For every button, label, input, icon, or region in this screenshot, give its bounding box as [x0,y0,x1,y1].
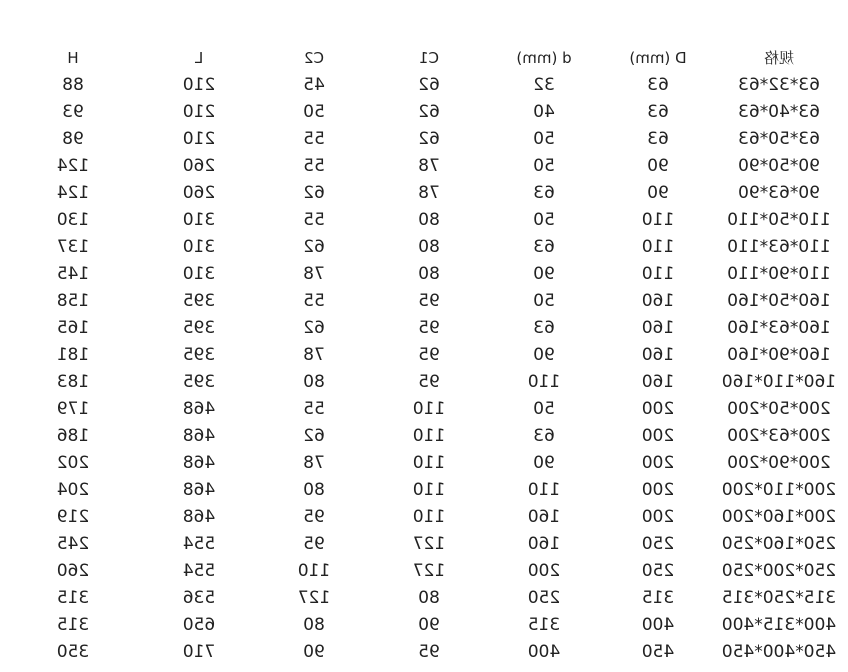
spec-cell: 200*110*200 [721,480,837,500]
table-row [4,585,844,612]
c1-cell: 95 [418,291,440,311]
length-cell: 554 [182,561,216,581]
spec-cell: 110*63*110 [727,237,831,257]
spec-cell: 200*50*200 [727,399,831,419]
spec-cell: 160*50*160 [727,291,831,311]
length-cell: 260 [182,183,216,203]
inner-diameter-cell: 50 [533,210,555,230]
height-cell: 137 [56,237,90,257]
c2-cell: 78 [303,345,325,365]
c1-cell: 127 [412,534,446,554]
outer-diameter-cell: 110 [641,210,675,230]
c2-cell: 80 [303,372,325,392]
spec-cell: 200*160*200 [721,507,837,527]
c2-cell: 95 [303,507,325,527]
c1-cell: 62 [418,75,440,95]
c1-cell: 62 [418,129,440,149]
header-c2: C2 [303,49,325,67]
spec-cell: 450*400*450 [721,642,837,662]
inner-diameter-cell: 40 [533,102,555,122]
c2-cell: 62 [303,183,325,203]
spec-cell: 90*50*90 [738,156,820,176]
length-cell: 210 [182,102,216,122]
outer-diameter-cell: 160 [641,345,675,365]
height-cell: 245 [56,534,90,554]
spec-cell: 400*315*400 [721,615,837,635]
inner-diameter-cell: 50 [533,129,555,149]
inner-diameter-cell: 63 [533,237,555,257]
spec-cell: 160*63*160 [727,318,831,338]
table-row [4,423,844,450]
length-cell: 468 [182,507,216,527]
c2-cell: 55 [303,156,325,176]
c2-cell: 62 [303,318,325,338]
header-spec: 规格 [764,49,795,67]
table-row [4,477,844,504]
spec-table [4,44,844,666]
height-cell: 179 [56,399,90,419]
inner-diameter-cell: 200 [527,561,561,581]
table-row [4,342,844,369]
table-row [4,639,844,666]
table-row [4,531,844,558]
length-cell: 310 [182,237,216,257]
height-cell: 315 [56,615,90,635]
c1-cell: 110 [412,453,446,473]
header-outer-diameter: D (mm) [629,49,687,67]
length-cell: 395 [182,318,216,338]
spec-cell: 110*90*110 [727,264,831,284]
c2-cell: 55 [303,210,325,230]
inner-diameter-cell: 110 [527,480,561,500]
height-cell: 165 [56,318,90,338]
outer-diameter-cell: 200 [641,480,675,500]
inner-diameter-cell: 50 [533,156,555,176]
c1-cell: 78 [418,183,440,203]
length-cell: 395 [182,291,216,311]
c1-cell: 80 [418,264,440,284]
c1-cell: 80 [418,237,440,257]
inner-diameter-cell: 32 [533,75,555,95]
spec-cell: 160*90*160 [727,345,831,365]
inner-diameter-cell: 90 [533,453,555,473]
c2-cell: 50 [303,102,325,122]
c1-cell: 62 [418,102,440,122]
outer-diameter-cell: 450 [641,642,675,662]
spec-cell: 90*63*90 [738,183,820,203]
length-cell: 310 [182,210,216,230]
c1-cell: 95 [418,372,440,392]
c2-cell: 45 [303,75,325,95]
length-cell: 554 [182,534,216,554]
outer-diameter-cell: 200 [641,426,675,446]
outer-diameter-cell: 160 [641,291,675,311]
height-cell: 145 [56,264,90,284]
spec-cell: 110*50*110 [727,210,831,230]
table-row [4,450,844,477]
outer-diameter-cell: 250 [641,534,675,554]
c1-cell: 95 [418,642,440,662]
length-cell: 468 [182,480,216,500]
height-cell: 181 [56,345,90,365]
inner-diameter-cell: 90 [533,264,555,284]
outer-diameter-cell: 200 [641,507,675,527]
table-row [4,288,844,315]
c1-cell: 78 [418,156,440,176]
c1-cell: 80 [418,210,440,230]
inner-diameter-cell: 400 [527,642,561,662]
inner-diameter-cell: 110 [527,372,561,392]
outer-diameter-cell: 400 [641,615,675,635]
height-cell: 88 [62,75,84,95]
table-row [4,504,844,531]
table-row [4,180,844,207]
c2-cell: 127 [297,588,331,608]
height-cell: 130 [56,210,90,230]
height-cell: 183 [56,372,90,392]
spec-cell: 63*40*63 [738,102,820,122]
height-cell: 186 [56,426,90,446]
outer-diameter-cell: 63 [647,75,669,95]
length-cell: 468 [182,426,216,446]
outer-diameter-cell: 90 [647,156,669,176]
c2-cell: 80 [303,615,325,635]
c2-cell: 78 [303,453,325,473]
outer-diameter-cell: 110 [641,264,675,284]
length-cell: 260 [182,156,216,176]
c1-cell: 95 [418,318,440,338]
table-body [4,72,844,666]
height-cell: 93 [62,102,84,122]
spec-cell: 200*63*200 [727,426,831,446]
spec-cell: 160*110*160 [721,372,837,392]
c1-cell: 95 [418,345,440,365]
inner-diameter-cell: 63 [533,318,555,338]
table-row [4,612,844,639]
table-row [4,558,844,585]
height-cell: 98 [62,129,84,149]
spec-cell: 63*32*63 [738,75,820,95]
c1-cell: 90 [418,615,440,635]
outer-diameter-cell: 110 [641,237,675,257]
c2-cell: 62 [303,237,325,257]
height-cell: 202 [56,453,90,473]
header-inner-diameter: d (mm) [516,49,572,67]
inner-diameter-cell: 160 [527,534,561,554]
outer-diameter-cell: 160 [641,372,675,392]
table-row [4,126,844,153]
spec-cell: 250*160*250 [721,534,837,554]
outer-diameter-cell: 200 [641,399,675,419]
length-cell: 468 [182,399,216,419]
inner-diameter-cell: 160 [527,507,561,527]
length-cell: 210 [182,129,216,149]
outer-diameter-cell: 160 [641,318,675,338]
c1-cell: 127 [412,561,446,581]
outer-diameter-cell: 63 [647,102,669,122]
c2-cell: 55 [303,129,325,149]
inner-diameter-cell: 315 [527,615,561,635]
c2-cell: 80 [303,480,325,500]
c1-cell: 110 [412,426,446,446]
c2-cell: 62 [303,426,325,446]
height-cell: 124 [56,156,90,176]
height-cell: 219 [56,507,90,527]
table-header-row [4,44,844,72]
outer-diameter-cell: 63 [647,129,669,149]
height-cell: 124 [56,183,90,203]
length-cell: 210 [182,75,216,95]
spec-cell: 63*50*63 [738,129,820,149]
length-cell: 395 [182,345,216,365]
inner-diameter-cell: 63 [533,426,555,446]
header-length: L [194,49,204,67]
length-cell: 395 [182,372,216,392]
height-cell: 350 [56,642,90,662]
table-row [4,396,844,423]
table-row [4,234,844,261]
table-row [4,315,844,342]
c1-cell: 110 [412,507,446,527]
height-cell: 158 [56,291,90,311]
length-cell: 536 [182,588,216,608]
inner-diameter-cell: 63 [533,183,555,203]
table-row [4,207,844,234]
c2-cell: 110 [297,561,331,581]
header-height: H [67,49,79,67]
height-cell: 260 [56,561,90,581]
outer-diameter-cell: 315 [641,588,675,608]
table-row [4,72,844,99]
length-cell: 710 [182,642,216,662]
c1-cell: 110 [412,480,446,500]
c2-cell: 55 [303,399,325,419]
outer-diameter-cell: 200 [641,453,675,473]
c2-cell: 78 [303,264,325,284]
length-cell: 650 [182,615,216,635]
table-row [4,153,844,180]
table-row [4,261,844,288]
inner-diameter-cell: 50 [533,399,555,419]
table-row [4,99,844,126]
spec-cell: 250*200*250 [721,561,837,581]
inner-diameter-cell: 50 [533,291,555,311]
spec-cell: 315*250*315 [721,588,837,608]
outer-diameter-cell: 90 [647,183,669,203]
c1-cell: 80 [418,588,440,608]
header-c1: C1 [418,49,440,67]
spec-cell: 200*90*200 [727,453,831,473]
table-row [4,369,844,396]
inner-diameter-cell: 90 [533,345,555,365]
length-cell: 468 [182,453,216,473]
length-cell: 310 [182,264,216,284]
c2-cell: 95 [303,534,325,554]
c1-cell: 110 [412,399,446,419]
outer-diameter-cell: 250 [641,561,675,581]
height-cell: 315 [56,588,90,608]
inner-diameter-cell: 250 [527,588,561,608]
c2-cell: 55 [303,291,325,311]
c2-cell: 90 [303,642,325,662]
height-cell: 204 [56,480,90,500]
